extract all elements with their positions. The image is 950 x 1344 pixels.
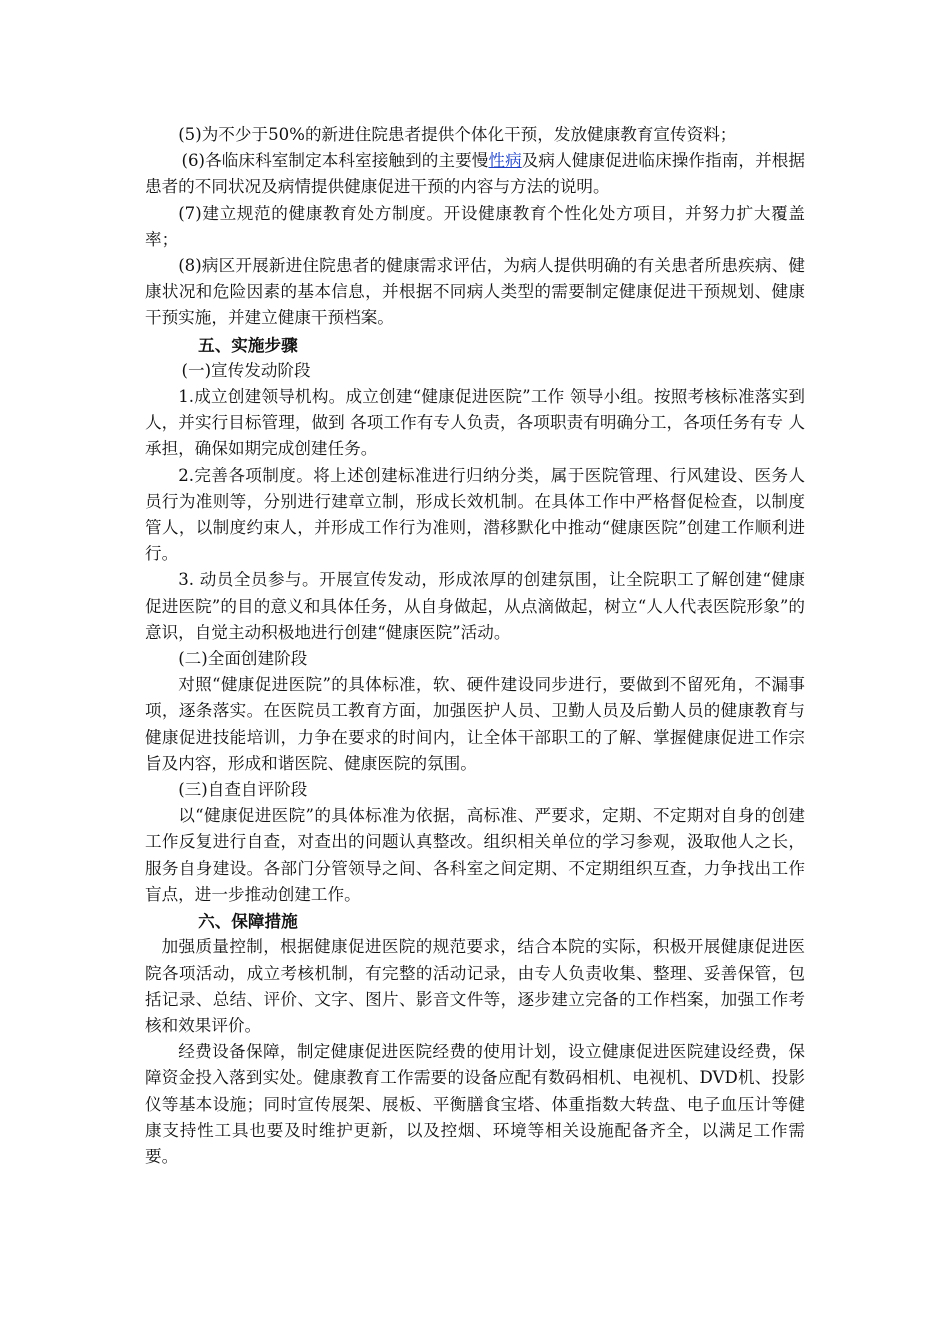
- paragraph-funding: 经费设备保障，制定健康促进医院经费的使用计划，设立健康促进医院建设经费，保障资金投入落到实处。健康教育工作需要的设备应配有数码相机、电视机、DVD机、投影仪等基本设施；同时宣传展架、展板、平衡膳食宝塔、体重指数大转盘、电子血压计等健康支持性工具也要及时维护更新，以及控烟、环境等相关设施配备齐全，以满足工作需要。: [145, 1042, 805, 1166]
- section-heading-safeguards: 六、保障措施: [198, 911, 298, 932]
- section-heading-implementation: 五、实施步骤: [198, 334, 298, 355]
- paragraph-item-6-start: (6)各临床科室制定本科室接触到的主要慢: [181, 151, 489, 171]
- paragraph-quality-control: 加强质量控制，根据健康促进医院的规范要求，结合本院的实际，积极开展健康促进医院各项活动，成立考核机制，有完整的活动记录，由专人负责收集、整理、妥善保管，包括记录、总结、评价、文字、图片、影音文件等，逐步建立完备的工作档案，加强工作考核和效果评价。: [145, 937, 805, 1035]
- paragraph-item-7: (7)建立规范的健康教育处方制度。开设健康教育个性化处方项目，并努力扩大覆盖率；: [145, 203, 805, 249]
- stage-heading-publicity: (一)宣传发动阶段: [181, 360, 311, 380]
- paragraph-stage1-1: 1.成立创建领导机构。成立创建“健康促进医院”工作 领导小组。按照考核标准落实到人，并实行目标管理，做到 各项工作有专人负责，各项职责有明确分工，各项任务有专 人承担，确保如期完成创建任务。: [145, 387, 805, 459]
- paragraph-item-8: (8)病区开展新进住院患者的健康需求评估，为病人提供明确的有关患者所患疾病、健康状况和危险因素的基本信息，并根据不同病人类型的需要制定健康促进干预规划、健康干预实施，并建立健康干预档案。: [145, 256, 805, 328]
- stage-heading-self-check: (三)自查自评阶段: [178, 780, 308, 800]
- stage-heading-comprehensive: (二)全面创建阶段: [178, 649, 308, 669]
- document-page: [145, 122, 805, 1170]
- paragraph-stage3: 以“健康促进医院”的具体标准为依据，高标准、严要求，定期、不定期对自身的创建工作反复进行自查，对查出的问题认真整改。组织相关单位的学习参观，汲取他人之长，服务自身建设。各部门分管领导之间、各科室之间定期、不定期组织互查，力争找出工作盲点，进一步推动创建工作。: [145, 806, 805, 904]
- paragraph-item-6-end: 及病人健康促进临床操作指南，并根据患者的不同状况及病情提供健康促进干预的内容与方法的说明。: [145, 151, 806, 197]
- paragraph-item-5: (5)为不少于50%的新进住院患者提供个体化干预，发放健康教育宣传资料；: [178, 125, 737, 144]
- paragraph-stage2: 对照“健康促进医院”的具体标准，软、硬件建设同步进行，要做到不留死角，不漏事项，逐条落实。在医院员工教育方面，加强医护人员、卫勤人员及后勤人员的健康教育与健康促进技能培训，力争在要求的时间内，让全体干部职工的了解、掌握健康促进工作宗旨及内容，形成和谐医院、健康医院的氛围。: [145, 675, 805, 773]
- paragraph-stage1-2: 2.完善各项制度。将上述创建标准进行归纳分类，属于医院管理、行风建设、医务人员行为准则等，分别进行建章立制，形成长效机制。在具体工作中严格督促检查，以制度管人，以制度约束人，并形成工作行为准则，潜移默化中推动“健康医院”创建工作顺利进行。: [145, 465, 805, 564]
- chronic-disease-link[interactable]: 性病: [488, 151, 522, 171]
- paragraph-item-6: [145, 148, 805, 200]
- paragraph-stage1-3: 3. 动员全员参与。开展宣传发动，形成浓厚的创建氛围，让全院职工了解创建“健康促进医院”的目的意义和具体任务，从自身做起，从点滴做起，树立“人人代表医院形象”的意识，自觉主动积极地进行创建“健康医院”活动。: [145, 570, 805, 642]
